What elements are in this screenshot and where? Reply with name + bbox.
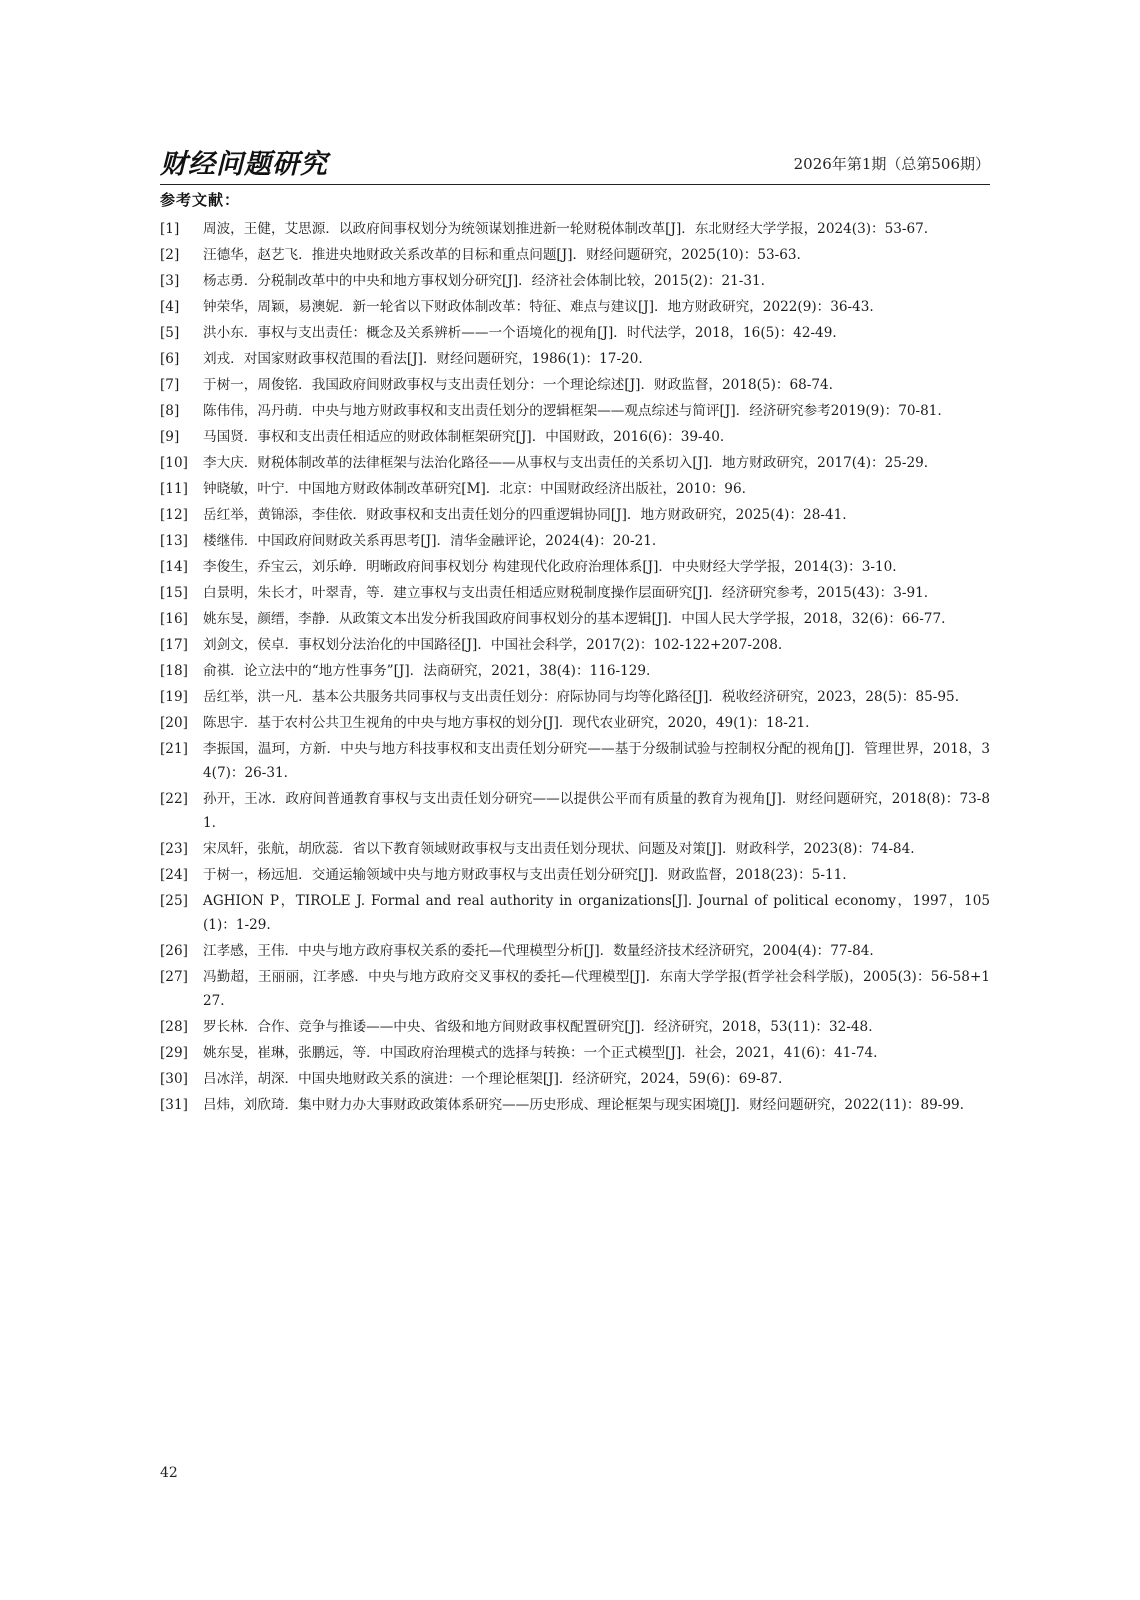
reference-number: [29] [160,1045,188,1061]
reference-number: [26] [160,943,188,959]
reference-text: 陈思宇．基于农村公共卫生视角的中央与地方事权的划分[J]．现代农业研究，2020，49(1)：18-21. [203,715,810,731]
reference-item [160,939,990,963]
reference-number: [8] [160,403,180,419]
reference-item [160,1093,990,1117]
reference-number: [2] [160,247,180,263]
reference-item [160,607,990,631]
reference-item [160,863,990,887]
reference-text: 李振国，温珂，方新．中央与地方科技事权和支出责任划分研究——基于分级制试验与控制权分配的视角[J]．管理世界，2018，34(7)：26-31. [203,741,990,781]
reference-item [160,837,990,861]
reference-item [160,477,990,501]
reference-item [160,425,990,449]
reference-text: 陈伟伟，冯丹萌．中央与地方财政事权和支出责任划分的逻辑框架——观点综述与简评[J]．经济研究参考2019(9)：70-81. [203,403,942,419]
reference-number: [5] [160,325,180,341]
reference-number: [4] [160,299,180,315]
reference-number: [1] [160,221,180,237]
reference-text: 岳红举，黄锦添，李佳依．财政事权和支出责任划分的四重逻辑协同[J]．地方财政研究，2025(4)：28-41. [203,507,847,523]
reference-text: 岳红举，洪一凡．基本公共服务共同事权与支出责任划分：府际协同与均等化路径[J]．税收经济研究，2023，28(5)：85-95. [203,689,960,705]
reference-item [160,347,990,371]
reference-text: 楼继伟．中国政府间财政关系再思考[J]．清华金融评论，2024(4)：20-21. [203,533,657,549]
reference-text: 刘戎．对国家财政事权范围的看法[J]．财经问题研究，1986(1)：17-20. [203,351,643,367]
reference-number: [31] [160,1097,188,1113]
reference-number: [10] [160,455,188,471]
reference-item [160,321,990,345]
reference-number: [23] [160,841,188,857]
reference-text: 李大庆．财税体制改革的法律框架与法治化路径——从事权与支出责任的关系切入[J]．地方财政研究，2017(4)：25-29. [203,455,929,471]
reference-number: [28] [160,1019,188,1035]
reference-item [160,659,990,683]
reference-text: 吕炜，刘欣琦．集中财力办大事财政政策体系研究——历史形成、理论框架与现实困境[J]．财经问题研究，2022(11)：89-99. [203,1097,964,1113]
reference-number: [24] [160,867,188,883]
reference-text: 于树一，周俊铭．我国政府间财政事权与支出责任划分：一个理论综述[J]．财政监督，2018(5)：68-74. [203,377,833,393]
reference-number: [27] [160,969,188,985]
reference-text: 罗长林．合作、竞争与推诿——中央、省级和地方间财政事权配置研究[J]．经济研究，2018，53(11)：32-48. [203,1019,873,1035]
reference-item [160,503,990,527]
reference-number: [6] [160,351,180,367]
reference-number: [7] [160,377,180,393]
page-header [160,140,990,185]
reference-text: 冯勤超，王丽丽，江孝感．中央与地方政府交叉事权的委托—代理模型[J]．东南大学学报(哲学社会科学版)，2005(3)：56-58+127. [203,969,990,1009]
reference-text: 钟晓敏，叶宁．中国地方财政体制改革研究[M]．北京：中国财政经济出版社，2010：96. [203,481,746,497]
issue-info: 2026年第1期（总第506期） [793,155,990,173]
reference-item [160,889,990,937]
reference-item [160,555,990,579]
reference-item [160,965,990,1013]
reference-number: [18] [160,663,188,679]
reference-text: 孙开，王冰．政府间普通教育事权与支出责任划分研究——以提供公平而有质量的教育为视角[J]．财经问题研究，2018(8)：73-81. [203,791,990,831]
reference-text: 江孝感，王伟．中央与地方政府事权关系的委托—代理模型分析[J]．数量经济技术经济研究，2004(4)：77-84. [203,943,874,959]
reference-number: [11] [160,481,188,497]
reference-text: 吕冰洋，胡深．中国央地财政关系的演进：一个理论框架[J]．经济研究，2024，59(6)：69-87. [203,1071,783,1087]
reference-number: [19] [160,689,188,705]
reference-text: 刘剑文，侯卓．事权划分法治化的中国路径[J]．中国社会科学，2017(2)：102-122+207-208. [203,637,783,653]
reference-item [160,295,990,319]
reference-number: [17] [160,637,188,653]
reference-text: 白景明，朱长才，叶翠青，等．建立事权与支出责任相适应财税制度操作层面研究[J]．经济研究参考，2015(43)：3-91. [203,585,929,601]
reference-number: [22] [160,791,188,807]
reference-item [160,373,990,397]
reference-number: [13] [160,533,188,549]
reference-text: 姚东旻，崔琳，张鹏远，等．中国政府治理模式的选择与转换：一个正式模型[J]．社会，2021，41(6)：41-74. [203,1045,878,1061]
reference-number: [14] [160,559,188,575]
reference-item [160,399,990,423]
page-number: 42 [160,1465,178,1481]
reference-text: 宋凤轩，张航，胡欣蕊．省以下教育领域财政事权与支出责任划分现状、问题及对策[J]．财政科学，2023(8)：74-84. [203,841,915,857]
reference-text: 于树一，杨远旭．交通运输领域中央与地方财政事权与支出责任划分研究[J]．财政监督，2018(23)：5-11. [203,867,847,883]
reference-text: 周波，王健，艾思源．以政府间事权划分为统领谋划推进新一轮财税体制改革[J]．东北财经大学学报，2024(3)：53-67. [203,221,929,237]
reference-number: [15] [160,585,188,601]
reference-item [160,451,990,475]
reference-item [160,243,990,267]
reference-number: [3] [160,273,180,289]
reference-text: 汪德华，赵艺飞．推进央地财政关系改革的目标和重点问题[J]．财经问题研究，2025(10)：53-63. [203,247,801,263]
reference-text: 洪小东．事权与支出责任：概念及关系辨析——一个语境化的视角[J]．时代法学，2018，16(5)：42-49. [203,325,837,341]
reference-item [160,529,990,553]
reference-text: 姚东旻，颜缙，李静．从政策文本出发分析我国政府间事权划分的基本逻辑[J]．中国人民大学学报，2018，32(6)：66-77. [203,611,946,627]
reference-number: [30] [160,1071,188,1087]
reference-text: 俞祺．论立法中的“地方性事务”[J]．法商研究，2021，38(4)：116-129. [203,663,651,679]
reference-item [160,269,990,293]
reference-text: 杨志勇．分税制改革中的中央和地方事权划分研究[J]．经济社会体制比较，2015(2)：21-31. [203,273,766,289]
reference-number: [25] [160,893,188,909]
reference-number: [9] [160,429,180,445]
reference-list [160,217,990,1119]
reference-item [160,581,990,605]
reference-text: 钟荣华，周颖，易澳妮．新一轮省以下财政体制改革：特征、难点与建议[J]．地方财政研究，2022(9)：36-43. [203,299,874,315]
reference-item [160,217,990,241]
references-title: 参考文献： [160,191,241,209]
reference-number: [20] [160,715,188,731]
reference-text: AGHION P，TIROLE J. Formal and real authority in organizations[J]. Journal of political economy，1997，105(1)：1-29. [203,893,990,933]
reference-item [160,1067,990,1091]
reference-item [160,633,990,657]
reference-item [160,787,990,835]
reference-item [160,737,990,785]
reference-item [160,685,990,709]
reference-number: [21] [160,741,188,757]
reference-item [160,1041,990,1065]
reference-text: 马国贤．事权和支出责任相适应的财政体制框架研究[J]．中国财政，2016(6)：39-40. [203,429,725,445]
reference-number: [16] [160,611,188,627]
reference-number: [12] [160,507,188,523]
reference-text: 李俊生，乔宝云，刘乐峥．明晰政府间事权划分 构建现代化政府治理体系[J]．中央财经大学学报，2014(3)：3-10. [203,559,897,575]
reference-item [160,711,990,735]
reference-item [160,1015,990,1039]
journal-logo: 财经问题研究 [160,149,328,180]
